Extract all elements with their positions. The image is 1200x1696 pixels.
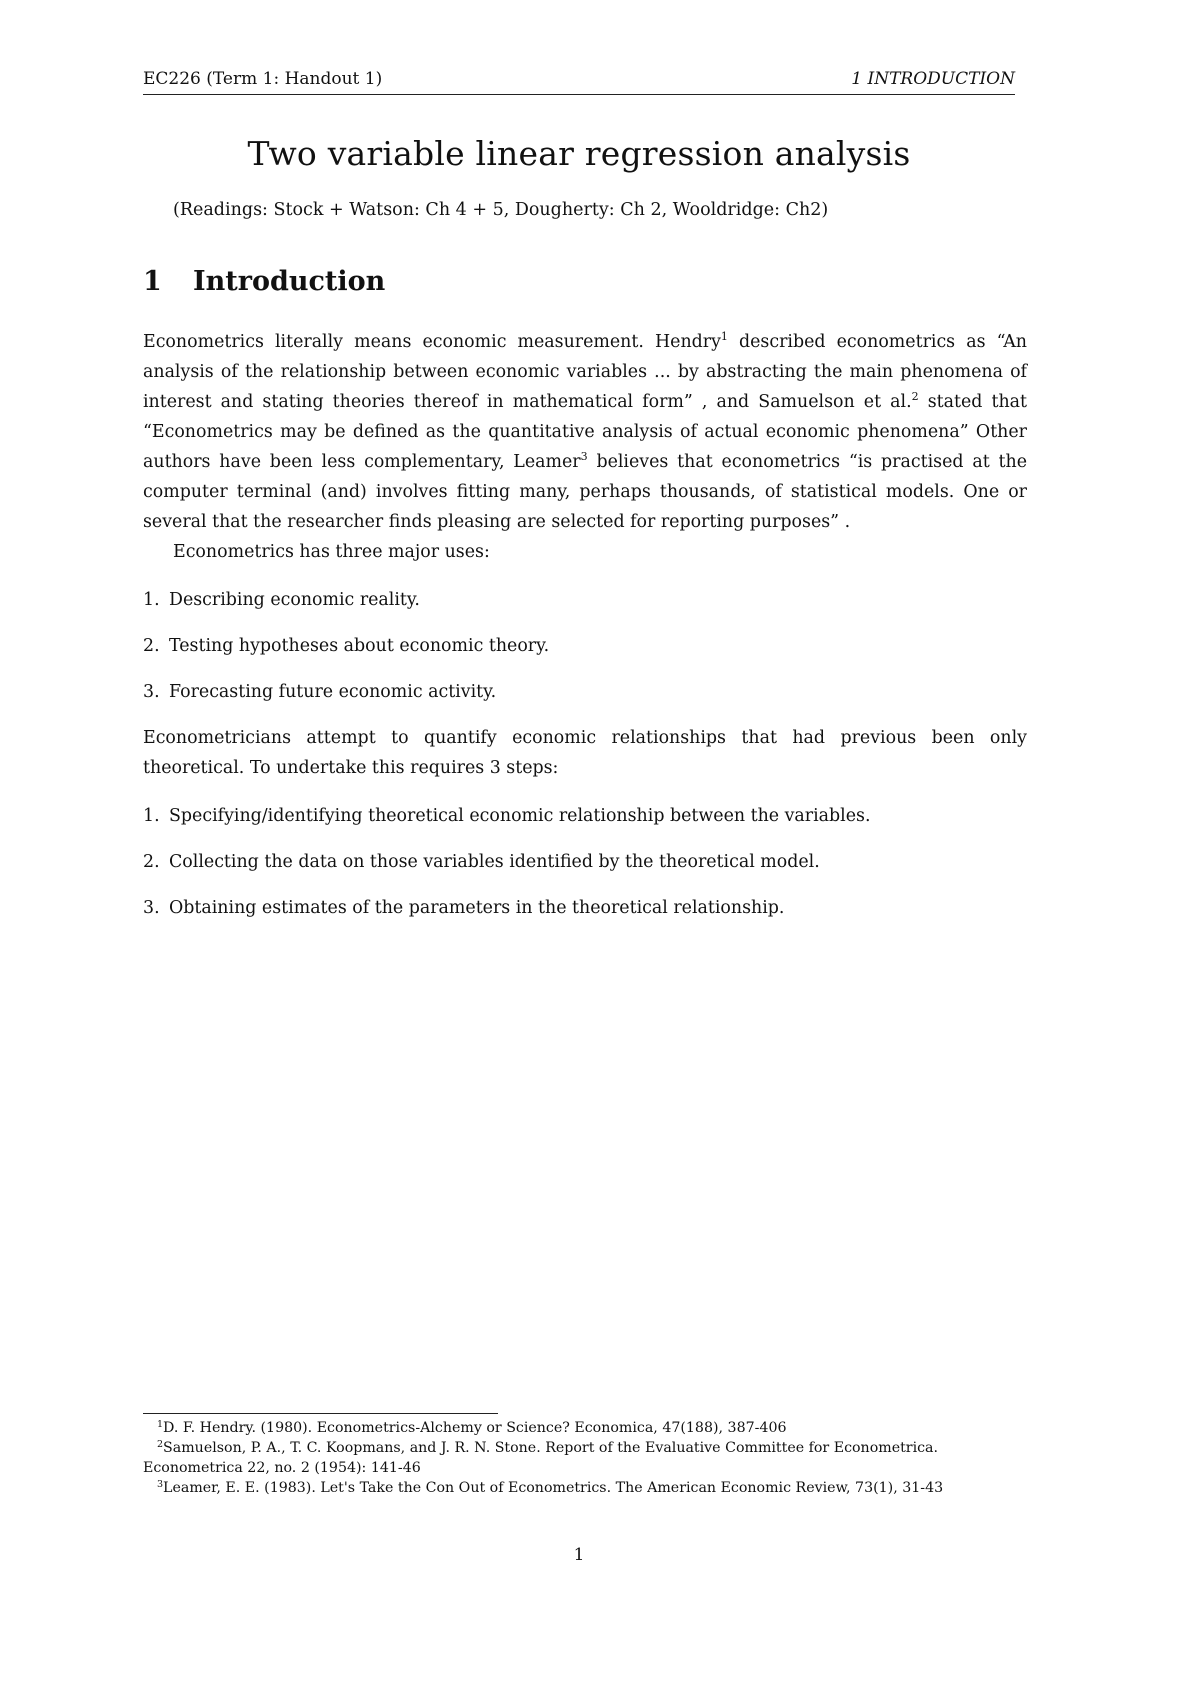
- footnote-divider: [143, 1413, 498, 1414]
- footnote-mark: 2: [157, 1439, 164, 1450]
- page-number: 1: [573, 1545, 585, 1565]
- steps-intro-paragraph: Econometricians attempt to quantify economic relationships that had previous been only theoretical. To undertake this requires 3 steps:: [143, 728, 1027, 778]
- uses-list: [143, 585, 1027, 707]
- list-item: [143, 677, 1027, 707]
- footnotes: [143, 1413, 1015, 1498]
- readings-note: (Readings: Stock + Watson: Ch 4 + 5, Dougherty: Ch 2, Wooldridge: Ch2): [173, 200, 829, 220]
- footnote-mark: 3: [157, 1479, 164, 1490]
- list-item-text: Specifying/identifying theoretical economic relationship between the variables.: [169, 806, 871, 826]
- list-item: [143, 893, 1027, 923]
- document-title: Two variable linear regression analysis: [247, 134, 911, 173]
- list-item: [143, 631, 1027, 661]
- list-item-number: 2.: [143, 636, 160, 656]
- footnote-2: [143, 1438, 1015, 1478]
- list-item: [143, 847, 1027, 877]
- intro-paragraph: [143, 327, 1027, 537]
- list-item-number: 1.: [143, 806, 160, 826]
- footnote-1: [143, 1418, 1015, 1438]
- footnote-ref-1[interactable]: 1: [720, 330, 728, 343]
- list-item-text: Collecting the data on those variables identified by the theoretical model.: [169, 852, 820, 872]
- list-item-text: Describing economic reality.: [169, 590, 420, 610]
- footnote-text: D. F. Hendry. (1980). Econometrics-Alchemy or Science? Economica, 47(188), 387-406: [163, 1420, 787, 1436]
- footnote-text: Samuelson, P. A., T. C. Koopmans, and J. R. N. Stone. Report of the Evaluative Committee for Econometrica. Econometrica 22, no. 2 (1954): 141-46: [143, 1440, 939, 1476]
- header-section-label: 1 INTRODUCTION: [851, 69, 1015, 89]
- list-item-number: 2.: [143, 852, 160, 872]
- list-item-number: 3.: [143, 682, 160, 702]
- footnote-ref-2[interactable]: 2: [911, 390, 919, 403]
- body-text: [143, 327, 1027, 939]
- section-heading: [143, 266, 385, 297]
- steps-list: [143, 801, 1027, 923]
- intro-text-part-2: described econometrics as “An analysis of the relationship between economic variables ... by abstracting the main phenomena of interest and stating theories thereof in mathematical form” , and Samuelson et al.: [143, 332, 1027, 412]
- intro-text-part-4: believes that econometrics “is practised at the computer terminal (and) involves fitting many, perhaps thousands, of statistical models. One or several that the researcher finds pleasing are selected for reporting purposes” .: [143, 452, 1027, 532]
- list-item-text: Testing hypotheses about economic theory.: [169, 636, 550, 656]
- footnote-text: Leamer, E. E. (1983). Let's Take the Con Out of Econometrics. The American Economic Review, 73(1), 31-43: [163, 1480, 944, 1496]
- footnote-3: [143, 1478, 1015, 1498]
- intro-text-part-1: Econometrics literally means economic measurement. Hendry: [143, 332, 721, 352]
- header-course-label: EC226 (Term 1: Handout 1): [143, 69, 383, 89]
- running-header: [143, 66, 1015, 95]
- footnote-mark: 1: [157, 1419, 164, 1430]
- section-title: Introduction: [193, 266, 386, 297]
- list-item-number: 3.: [143, 898, 160, 918]
- list-item-text: Forecasting future economic activity.: [169, 682, 497, 702]
- list-item-text: Obtaining estimates of the parameters in the theoretical relationship.: [169, 898, 785, 918]
- uses-intro-paragraph: Econometrics has three major uses:: [173, 542, 490, 562]
- intro-text-part-3: stated that “Econometrics may be defined as the quantitative analysis of actual economic phenomena” Other authors have been less complementary, Leamer: [143, 392, 1028, 472]
- section-number: 1: [143, 266, 162, 297]
- list-item: [143, 585, 1027, 615]
- footnote-ref-3[interactable]: 3: [580, 450, 588, 463]
- list-item: [143, 801, 1027, 831]
- list-item-number: 1.: [143, 590, 160, 610]
